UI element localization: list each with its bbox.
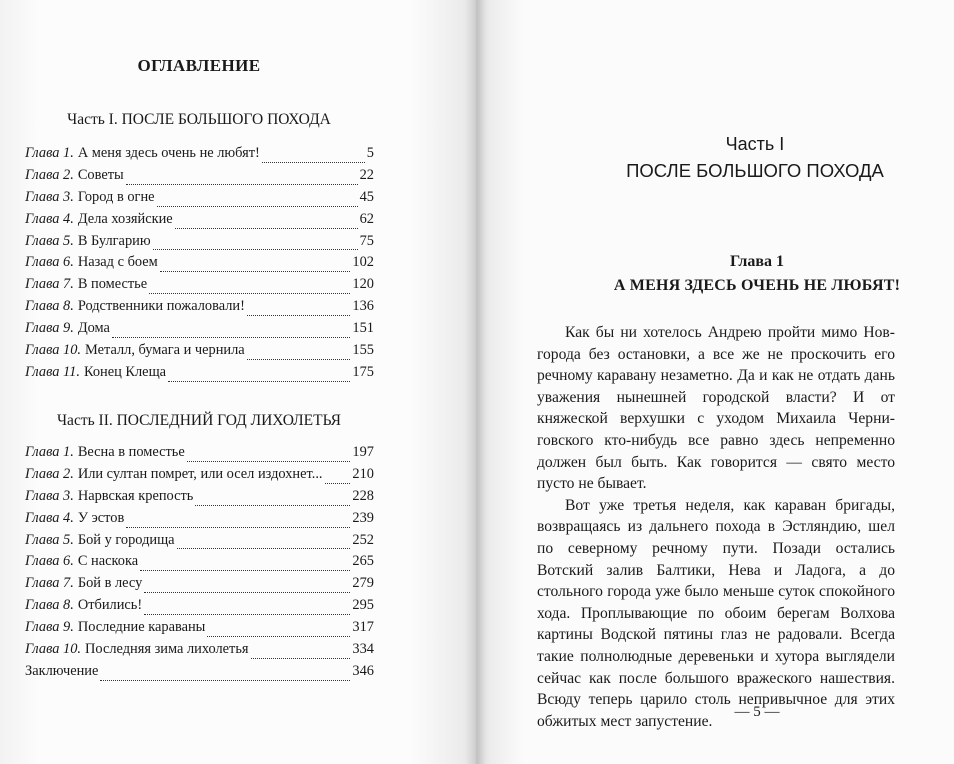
toc-entry-chapter: Глава 1.: [25, 145, 74, 161]
toc-entry-title: Нарвская крепость: [77, 487, 194, 504]
toc-entry-page: 175: [352, 363, 374, 380]
toc-entry-title: Отбились!: [77, 597, 143, 614]
toc-entry: [25, 167, 374, 189]
toc-entry-page: 334: [352, 641, 374, 658]
toc-entry-title: С наскока: [77, 553, 139, 570]
toc-entry: [25, 364, 374, 386]
toc-leader-dots: [195, 505, 350, 506]
toc-entry: [25, 298, 374, 320]
toc-entry-title: Или султан помрет, или осел издохнет...: [77, 465, 323, 482]
toc-entry-title: Конец Клеща: [83, 363, 167, 380]
toc-entry-page: 279: [352, 575, 374, 592]
toc-leader-dots: [144, 614, 350, 615]
toc-entry: [25, 276, 374, 298]
chapter-label: Глава 1: [730, 253, 784, 270]
toc-leader-dots: [144, 592, 350, 593]
toc-entry: [25, 619, 374, 641]
chapter-body: [537, 322, 895, 732]
toc-entry-title: Родственники пожаловали!: [77, 298, 245, 315]
toc-entry: [25, 575, 374, 597]
toc-entry-chapter: Глава 11.: [25, 363, 80, 380]
toc-entry-title: Заключение: [25, 662, 99, 679]
toc-entry-page: 5: [366, 145, 374, 161]
toc-leader-dots: [247, 359, 351, 360]
left-page: [0, 0, 476, 764]
toc-entry-page: 62: [359, 210, 374, 227]
toc-leader-dots: [247, 315, 351, 316]
toc-entry-chapter: Глава 3.: [25, 188, 74, 205]
toc-entry: [25, 641, 374, 663]
toc-entry-page: 210: [352, 465, 374, 482]
toc-leader-dots: [149, 293, 350, 294]
toc-entry-page: 22: [359, 166, 374, 183]
toc-leader-dots: [140, 570, 350, 571]
toc-leader-dots: [187, 461, 351, 462]
body-paragraph: Как бы ни хотелось Андрею пройти мимо Новгорода без остановки, а все же не проскочить его речному каравану незаметно. Да и как не отдать дань уважения нынешней городской власти? И от княжеской верхушки с уходом Михаила Черниговского кто-нибудь все равно здесь непременно должен был быть. Как говорится — свято место пусто не бывает.: [537, 324, 895, 493]
toc-entry-title: Назад с боем: [77, 254, 158, 271]
toc-entry-title: Дома: [77, 320, 110, 337]
toc-entry-page: 136: [352, 298, 374, 315]
toc-entry-title: Весна в поместье: [77, 444, 185, 460]
toc-entry-title: Последняя зима лихолетья: [85, 641, 249, 658]
toc-entry-page: 120: [352, 276, 374, 293]
toc-entry-chapter: Глава 1.: [25, 444, 74, 460]
toc-entry-chapter: Глава 5.: [25, 232, 74, 249]
toc-entry-page: 317: [352, 619, 374, 636]
toc-entry-chapter: Глава 4.: [25, 509, 74, 526]
chapter-title: А МЕНЯ ЗДЕСЬ ОЧЕНЬ НЕ ЛЮБЯТ!: [613, 277, 901, 294]
toc-leader-dots: [175, 228, 358, 229]
toc-entry-chapter: Глава 10.: [25, 641, 81, 658]
toc-part-1-heading: Часть I. ПОСЛЕ БОЛЬШОГО ПОХОДА: [67, 111, 331, 128]
toc-entry: [25, 320, 374, 342]
toc-leader-dots: [177, 548, 351, 549]
toc-entry-chapter: Глава 7.: [25, 575, 74, 592]
toc-entry-page: 197: [352, 444, 374, 460]
toc-entry-title: В поместье: [77, 276, 148, 293]
toc-entry-chapter: Глава 4.: [25, 210, 74, 227]
toc-entry-page: 265: [352, 553, 374, 570]
toc-leader-dots: [153, 249, 358, 250]
toc-leader-dots: [157, 206, 358, 207]
toc-entry-title: Бой в лесу: [77, 575, 143, 592]
toc-leader-dots: [262, 162, 365, 163]
toc-part-2-list: [25, 444, 374, 685]
toc-entry-page: 45: [359, 188, 374, 205]
toc-part-1-list: [25, 145, 374, 386]
toc-leader-dots: [168, 381, 350, 382]
toc-entry-page: 228: [352, 487, 374, 504]
toc-entry-chapter: Глава 2.: [25, 465, 74, 482]
toc-entry-chapter: Глава 6.: [25, 254, 74, 271]
toc-part-2-heading: Часть II. ПОСЛЕДНИЙ ГОД ЛИХОЛЕТЬЯ: [56, 412, 341, 429]
toc-entry-page: 346: [352, 662, 374, 679]
part-label: Часть I: [725, 134, 785, 154]
toc-entry: [25, 444, 374, 466]
toc-leader-dots: [112, 337, 350, 338]
toc-leader-dots: [126, 184, 358, 185]
toc-entry-page: 102: [352, 254, 374, 271]
toc-entry: [25, 211, 374, 233]
part-title: ПОСЛЕ БОЛЬШОГО ПОХОДА: [626, 160, 884, 181]
toc-entry-title: В Булгарию: [77, 232, 151, 249]
toc-entry: [25, 597, 374, 619]
toc-leader-dots: [100, 680, 350, 681]
toc-entry-title: Город в огне: [77, 188, 155, 205]
toc-entry-chapter: Глава 9.: [25, 619, 74, 636]
toc-entry-page: 295: [352, 597, 374, 614]
toc-entry: [25, 488, 374, 510]
toc-entry-chapter: Глава 10.: [25, 342, 81, 359]
toc-entry-chapter: Глава 2.: [25, 166, 74, 183]
toc-leader-dots: [126, 527, 350, 528]
toc-entry-title: У эстов: [77, 509, 125, 526]
toc-leader-dots: [325, 483, 351, 484]
page-number: — 5 —: [734, 704, 780, 720]
toc-entry-title: Последние караваны: [77, 619, 206, 636]
toc-entry-chapter: Глава 6.: [25, 553, 74, 570]
toc-entry-page: 151: [352, 320, 374, 337]
toc-entry-page: 75: [359, 232, 374, 249]
toc-entry: [25, 532, 374, 554]
toc-entry-title: А меня здесь очень не любят!: [77, 145, 260, 161]
toc-entry-title: Бой у городища: [77, 531, 175, 548]
toc-leader-dots: [207, 636, 350, 637]
body-paragraph: Вот уже третья неделя, как караван бригады, возвращаясь из дальнего похода в Эстляндию, шел по северному речному пути. Позади остались Вотский залив Балтики, Нева и Ладога, а до стольного города уже было меньше суток спокойного хода. Проплывающие по обоим берегам Волхова картины Водской пятины глаз не радовали. Всегда такие полнолюдные деревеньки и хутора выглядели сейчас как после большого вражеского нашествия. Всюду теперь царило столь непривычное для этих обжитых мест запустение.: [537, 496, 895, 730]
toc-entry: [25, 233, 374, 255]
toc-entry-page: 155: [352, 342, 374, 359]
toc-entry-page: 239: [352, 509, 374, 526]
toc-entry-chapter: Глава 8.: [25, 597, 74, 614]
toc-leader-dots: [251, 658, 351, 659]
toc-entry: [25, 466, 374, 488]
toc-title: ОГЛАВЛЕНИЕ: [137, 56, 261, 75]
toc-entry: [25, 553, 374, 575]
toc-entry: [25, 254, 374, 276]
toc-entry-title: Советы: [77, 166, 124, 183]
toc-entry: [25, 663, 374, 685]
toc-entry: [25, 145, 374, 167]
toc-entry: [25, 342, 374, 364]
toc-entry-title: Металл, бумага и чернила: [85, 342, 245, 359]
toc-entry-title: Дела хозяйские: [77, 210, 173, 227]
toc-entry-chapter: Глава 7.: [25, 276, 74, 293]
toc-entry: [25, 189, 374, 211]
toc-entry-chapter: Глава 8.: [25, 298, 74, 315]
toc-entry: [25, 510, 374, 532]
toc-entry-chapter: Глава 5.: [25, 531, 74, 548]
toc-entry-page: 252: [352, 531, 374, 548]
toc-leader-dots: [160, 271, 351, 272]
toc-entry-chapter: Глава 9.: [25, 320, 74, 337]
toc-entry-chapter: Глава 3.: [25, 487, 74, 504]
